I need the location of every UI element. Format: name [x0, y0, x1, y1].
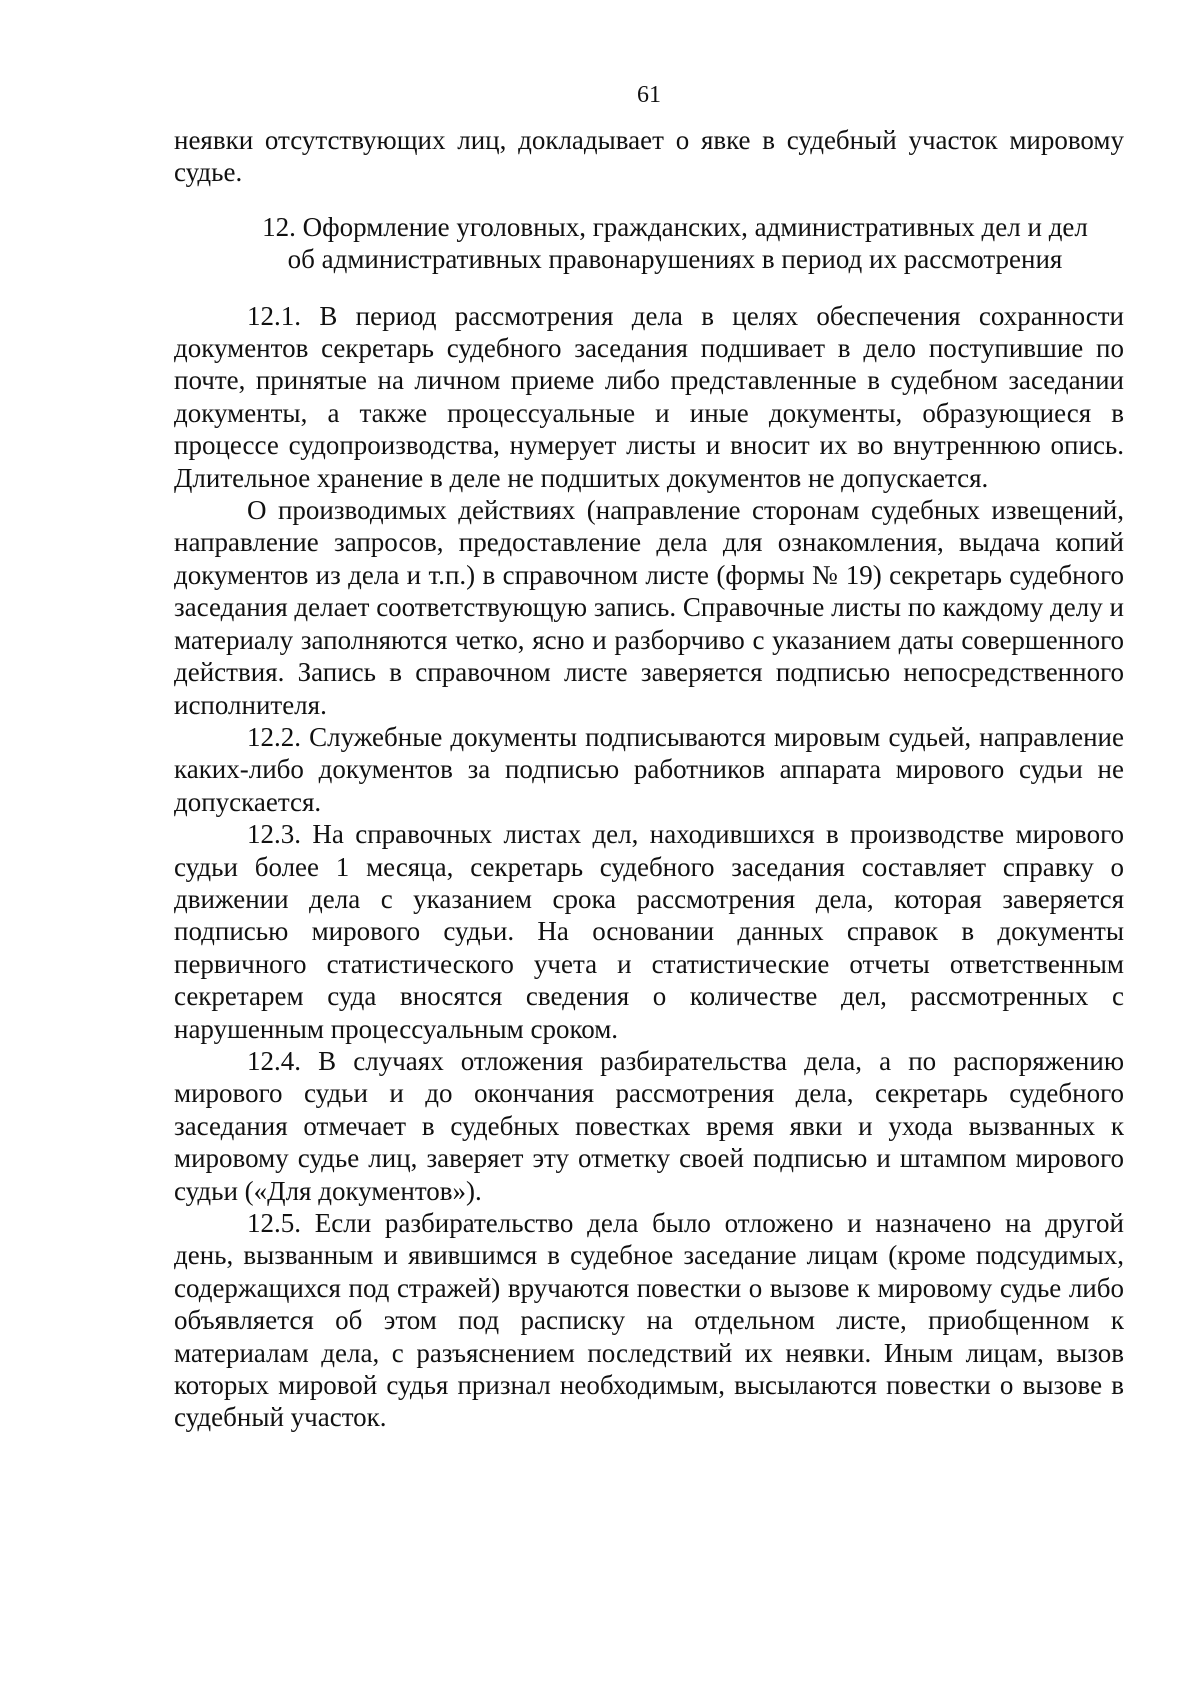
paragraph-12-2: 12.2. Служебные документы подписываются мировым судьей, направление каких-либо документов за подписью работников аппарата мирового судьи не допускается. [174, 721, 1124, 817]
paragraph-12-3: 12.3. На справочных листах дел, находившихся в производстве мирового судьи более 1 месяца, секретарь судебного заседания составляет справку о движении дела с указанием срока рассмотрения дела, которая заверяется подписью мирового судьи. На основании данных справок в документы первичного статистического учета и статистические отчеты ответственным секретарем суда вносятся сведения о количестве дел, рассмотренных с нарушенным процессуальным сроком. [174, 819, 1124, 1044]
paragraph-12-1: 12.1. В период рассмотрения дела в целях обеспечения сохранности документов секретарь судебного заседания подшивает в дело поступившие по почте, принятые на личном приеме либо представленные в судебном заседании документы, а также процессуальные и иные документы, образующиеся в процессе судопроизводства, нумерует листы и вносит их во внутреннюю опись. Длительное хранение в деле не подшитых документов не допускается. [174, 300, 1124, 493]
page-number: 61 [637, 82, 661, 108]
section-heading [174, 211, 1124, 276]
section-heading-line-1: 12. Оформление уголовных, гражданских, административных дел и дел [262, 211, 1088, 242]
paragraph-12-5: 12.5. Если разбирательство дела было отложено и назначено на другой день, вызванным и явившимся в судебное заседание лицам (кроме подсудимых, содержащихся под стражей) вручаются повестки о вызове к мировому судье либо объявляется об этом под расписку на отдельном листе, приобщенном к материалам дела, с разъяснением последствий их неявки. Иным лицам, вызов которых мировой судья признал необходимым, высылаются повестки о вызове в судебный участок. [174, 1208, 1124, 1433]
document-page [174, 80, 1124, 1434]
paragraph-actions-record: О производимых действиях (направление сторонам судебных извещений, направление запросов, предоставление дела для ознакомления, выдача копий документов из дела и т.п.) в справочном листе (формы № 19) секретарь судебного заседания делает соответствующую запись. Справочные листы по каждому делу и материалу заполняются четко, ясно и разборчиво с указанием даты совершенного действия. Запись в справочном листе заверяется подписью непосредственного исполнителя. [174, 495, 1124, 720]
intro-paragraph: неявки отсутствующих лиц, докладывает о явке в судебный участок мировому судье. [174, 125, 1124, 188]
paragraph-12-4: 12.4. В случаях отложения разбирательства дела, а по распоряжению мирового судьи и до окончания рассмотрения дела, секретарь судебного заседания отмечает в судебных повестках время явки и ухода вызванных к мировому судье лиц, заверяет эту отметку своей подписью и штампом мирового судьи («Для документов»). [174, 1045, 1124, 1206]
section-heading-line-2: об административных правонарушениях в период их рассмотрения [287, 244, 1063, 275]
